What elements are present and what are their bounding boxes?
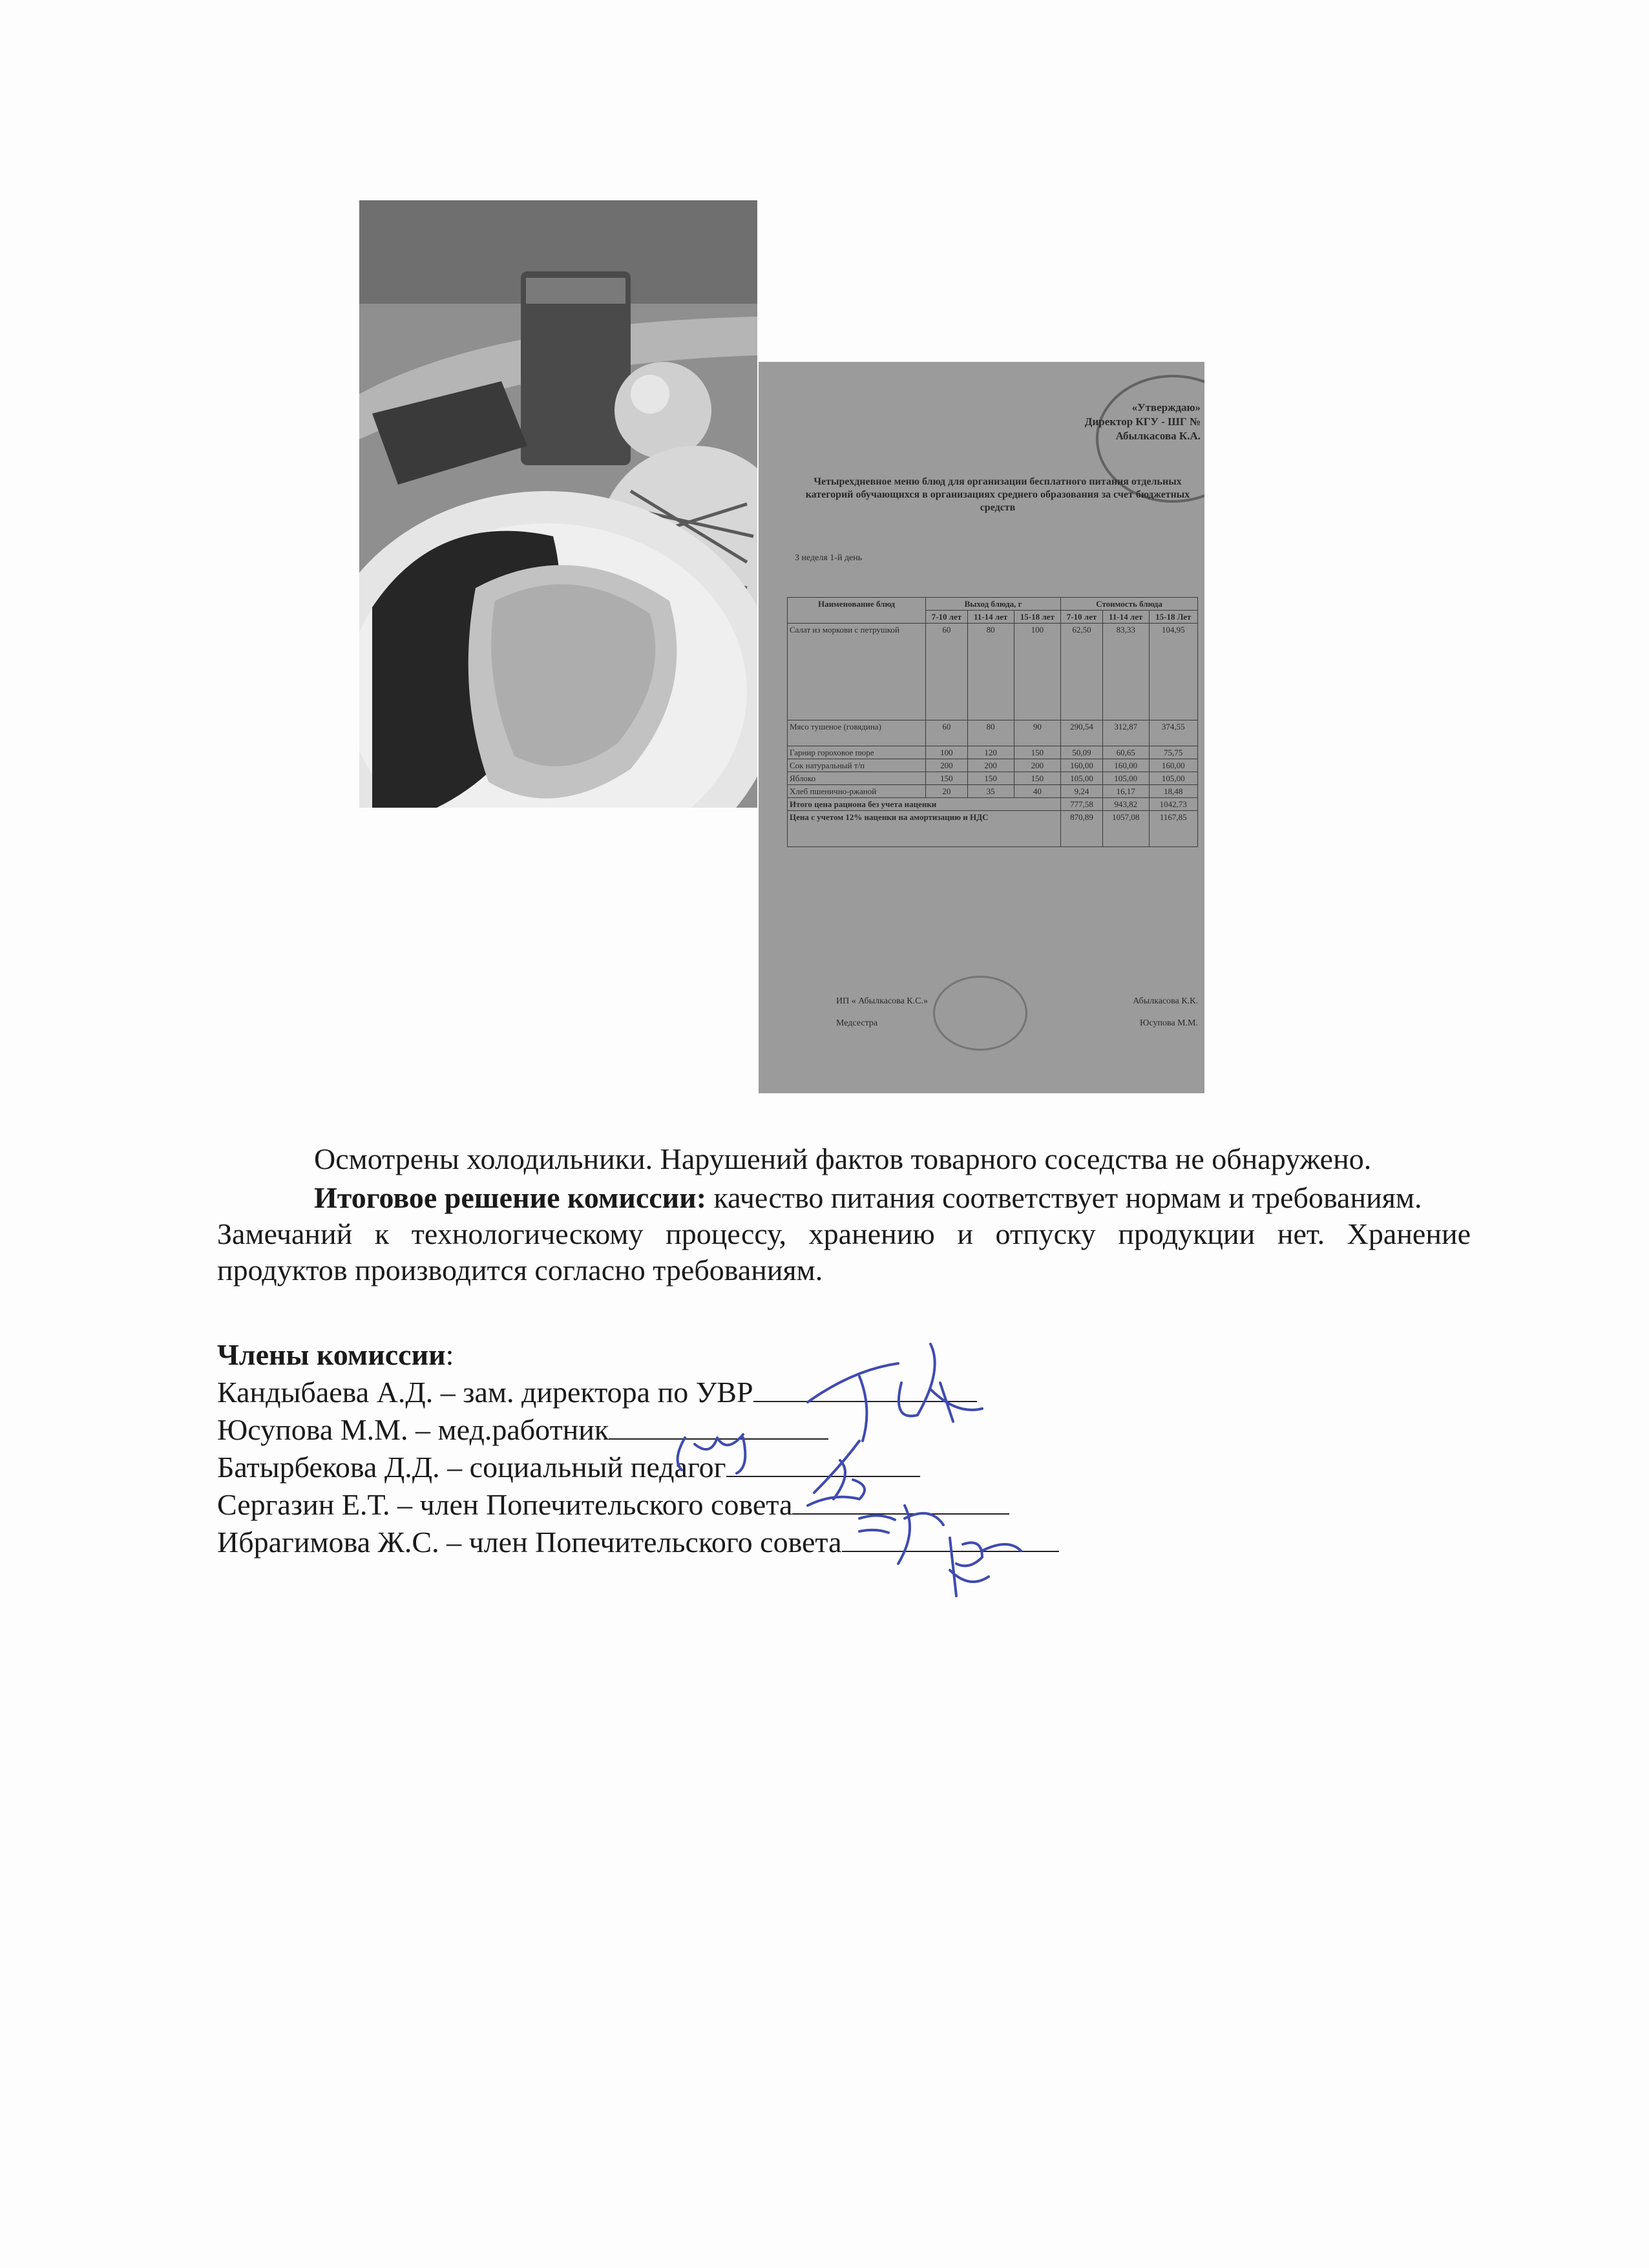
cell: 150 xyxy=(1014,772,1061,785)
cell: 9,24 xyxy=(1061,785,1103,798)
cell: 90 xyxy=(1014,720,1061,746)
members-title: Члены комиссии xyxy=(217,1338,446,1371)
table-row xyxy=(788,759,1198,772)
header-dish: Наименование блюд xyxy=(788,598,926,624)
cell: 60 xyxy=(926,624,968,720)
signature-blank xyxy=(753,1375,977,1402)
member-name: Кандыбаева А.Д. – зам. директора по УВР xyxy=(217,1376,753,1409)
cell: 200 xyxy=(967,759,1014,772)
dish-name: Салат из моркови с петрушкой xyxy=(788,624,926,720)
cell: 150 xyxy=(1014,746,1061,759)
cell: 60 xyxy=(926,720,968,746)
member-line xyxy=(217,1449,1059,1486)
members-heading xyxy=(217,1336,1059,1374)
approval-line: Директор КГУ - ШГ № xyxy=(1084,415,1201,428)
cell: 35 xyxy=(967,785,1014,798)
cell: 18,48 xyxy=(1149,785,1197,798)
signature-left: ИП « Абылкасова К.С.» xyxy=(836,996,928,1006)
vat-label: Цена с учетом 12% наценки на амортизацию и НДС xyxy=(788,811,1061,847)
cell: 290,54 xyxy=(1061,720,1103,746)
header-age: 11-14 лет xyxy=(967,611,1014,624)
approval-line: «Утверждаю» xyxy=(1131,401,1201,414)
cell: 150 xyxy=(926,772,968,785)
paragraph-fridges: Осмотрены холодильники. Нарушений фактов товарного соседства не обнаружено. xyxy=(314,1142,1372,1175)
header-age: 7-10 лет xyxy=(926,611,968,624)
cell: 83,33 xyxy=(1102,624,1149,720)
cell: 777,58 xyxy=(1061,798,1103,811)
member-name: Юсупова М.М. – мед.работник xyxy=(217,1413,609,1446)
cell: 104,95 xyxy=(1149,624,1197,720)
cell: 160,00 xyxy=(1149,759,1197,772)
approval-block xyxy=(1058,401,1201,443)
cell: 200 xyxy=(926,759,968,772)
header-age: 15-18 Лет xyxy=(1149,611,1197,624)
cell: 100 xyxy=(926,746,968,759)
dish-name: Гарнир гороховое пюре xyxy=(788,746,926,759)
dish-name: Хлеб пшенично-ржаной xyxy=(788,785,926,798)
members-colon: : xyxy=(445,1338,454,1371)
cell: 105,00 xyxy=(1061,772,1103,785)
signature-blank xyxy=(842,1525,1059,1552)
signature-right: Юсупова М.М. xyxy=(1140,1018,1198,1028)
cell: 80 xyxy=(967,624,1014,720)
signature-blank xyxy=(726,1450,920,1477)
decision-line: Замечаний к технологическому процессу, хранению и отпуску продукции нет. Хранение xyxy=(217,1217,1471,1250)
cell: 120 xyxy=(967,746,1014,759)
cell: 870,89 xyxy=(1061,811,1103,847)
decision-line: продуктов производится согласно требованиям. xyxy=(217,1254,823,1286)
signature-blank xyxy=(792,1487,1009,1515)
cell: 80 xyxy=(967,720,1014,746)
cell: 374,55 xyxy=(1149,720,1197,746)
cell: 105,00 xyxy=(1149,772,1197,785)
table-row xyxy=(788,746,1198,759)
member-line xyxy=(217,1486,1059,1524)
dish-name: Сок натуральный т/п xyxy=(788,759,926,772)
cell: 312,87 xyxy=(1102,720,1149,746)
cell: 943,82 xyxy=(1102,798,1149,811)
member-name: Ибрагимова Ж.С. – член Попечительского совета xyxy=(217,1526,842,1559)
cell: 150 xyxy=(967,772,1014,785)
cell: 40 xyxy=(1014,785,1061,798)
cell: 50,09 xyxy=(1061,746,1103,759)
table-row-total xyxy=(788,798,1198,811)
cell: 62,50 xyxy=(1061,624,1103,720)
cell: 60,65 xyxy=(1102,746,1149,759)
decision-line xyxy=(217,1180,1471,1216)
cell: 100 xyxy=(1014,624,1061,720)
menu-week: 3 неделя 1-й день xyxy=(795,553,863,563)
cell: 105,00 xyxy=(1102,772,1149,785)
header-age: 15-18 лет xyxy=(1014,611,1061,624)
cell: 160,00 xyxy=(1061,759,1103,772)
dish-name: Яблоко xyxy=(788,772,926,785)
approval-line: Абылкасова К.А. xyxy=(1115,430,1201,442)
menu-signatures xyxy=(836,996,1198,1040)
menu-title: Четырехдневное меню блюд для организации бесплатного питания отдельных категорий обучающихся в организациях среднего образования за счет бюджетных средств xyxy=(805,476,1190,513)
dish-name: Мясо тушеное (говядина) xyxy=(788,720,926,746)
cell: 1167,85 xyxy=(1149,811,1197,847)
table-row xyxy=(788,720,1198,746)
decision-text: качество питания соответствует нормам и требованиям. xyxy=(706,1181,1422,1214)
decision-label: Итоговое решение комиссии: xyxy=(314,1181,707,1214)
member-line xyxy=(217,1411,1059,1449)
paragraph-decision xyxy=(217,1180,1471,1288)
header-yield: Выход блюда, г xyxy=(926,598,1061,611)
header-age: 7-10 лет xyxy=(1061,611,1103,624)
member-name: Батырбекова Д.Д. – социальный педагог xyxy=(217,1451,726,1484)
header-cost: Стоимость блюда xyxy=(1061,598,1198,611)
cell: 1042,73 xyxy=(1149,798,1197,811)
member-name: Сергазин Е.Т. – член Попечительского совета xyxy=(217,1488,793,1521)
header-age: 11-14 лет xyxy=(1102,611,1149,624)
table-row xyxy=(788,772,1198,785)
cell: 160,00 xyxy=(1102,759,1149,772)
signature-blank xyxy=(609,1412,828,1440)
member-line xyxy=(217,1524,1059,1561)
cell: 20 xyxy=(926,785,968,798)
table-row xyxy=(788,785,1198,798)
commission-members xyxy=(217,1336,1059,1561)
cell: 16,17 xyxy=(1102,785,1149,798)
signature-right: Абылкасова К.К. xyxy=(1133,996,1198,1006)
cell: 1057,08 xyxy=(1102,811,1149,847)
table-row-vat xyxy=(788,811,1198,847)
cell: 200 xyxy=(1014,759,1061,772)
member-line xyxy=(217,1374,1059,1411)
cell: 75,75 xyxy=(1149,746,1197,759)
food-photo xyxy=(359,200,757,808)
table-row xyxy=(788,624,1198,720)
menu-table xyxy=(787,597,1198,847)
signature-left: Медсестра xyxy=(836,1018,878,1028)
total-label: Итого цена рациона без учета наценки xyxy=(788,798,1061,811)
menu-sheet-photo xyxy=(759,362,1204,1093)
